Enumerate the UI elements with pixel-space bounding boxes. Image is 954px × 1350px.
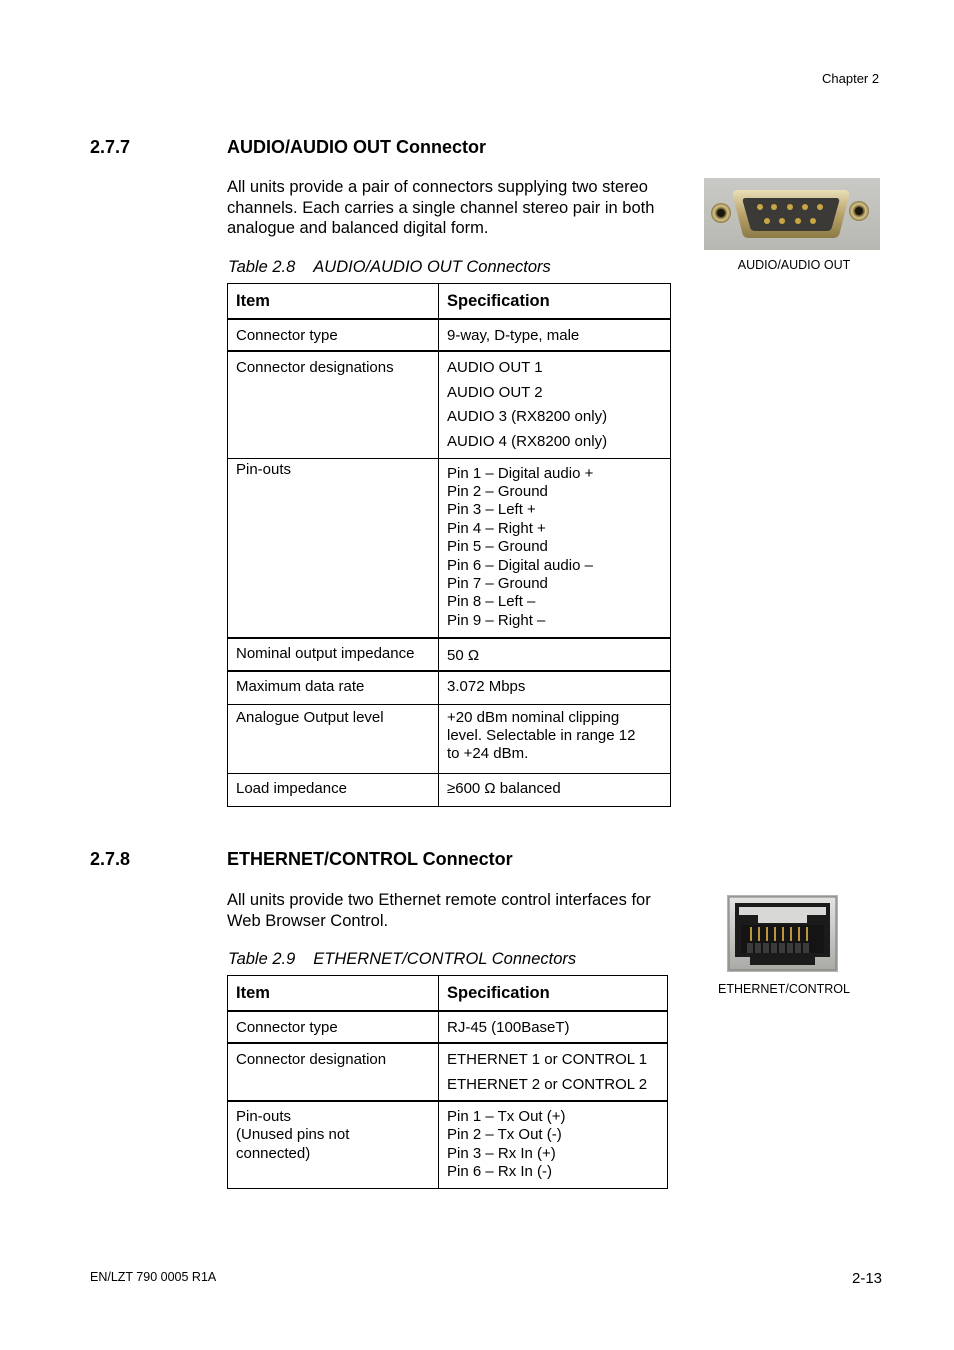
spec-cell: Pin 6 – Rx In (-) bbox=[447, 1163, 553, 1181]
header-item: Item bbox=[228, 976, 439, 1012]
spec-cell: Pin 8 – Left – bbox=[447, 593, 536, 611]
spec-cell: AUDIO 3 (RX8200 only) bbox=[447, 408, 608, 425]
table-row bbox=[228, 1101, 668, 1188]
section-title: ETHERNET/CONTROL Connector bbox=[227, 849, 513, 869]
item-cell: Analogue Output level bbox=[236, 708, 384, 726]
spec-cell: Pin 3 – Rx In (+) bbox=[447, 1144, 556, 1162]
table-caption-number: Table 2.9 bbox=[228, 950, 296, 968]
item-cell: Nominal output impedance bbox=[236, 645, 415, 662]
spec-cell: 50 Ω bbox=[447, 647, 480, 664]
header-item: Item bbox=[228, 284, 439, 320]
table-caption bbox=[228, 258, 551, 277]
item-cell: Connector designation bbox=[236, 1051, 387, 1068]
table-row bbox=[228, 638, 671, 671]
spec-cell: 3.072 Mbps bbox=[447, 678, 526, 695]
item-cell: Connector type bbox=[236, 1019, 338, 1036]
spec-cell: Pin 4 – Right + bbox=[447, 519, 546, 537]
table-header-row bbox=[228, 284, 671, 320]
section-paragraph: All units provide two Ethernet remote control interfaces for Web Browser Control. bbox=[227, 891, 651, 930]
item-cell: Connector designations bbox=[236, 359, 394, 376]
table-header-row bbox=[228, 976, 668, 1012]
page-number: 2-13 bbox=[852, 1270, 883, 1287]
section-number: 2.7.7 bbox=[90, 137, 131, 157]
table-row bbox=[228, 773, 671, 806]
spec-cell: 9-way, D-type, male bbox=[447, 327, 580, 344]
item-cell: Load impedance bbox=[236, 779, 347, 797]
section-title: AUDIO/AUDIO OUT Connector bbox=[227, 137, 486, 157]
section-paragraph: All units provide a pair of connectors supplying two stereo channels. Each carries a single channel stereo pair in both analogue and balanced digital form. bbox=[227, 178, 655, 237]
table-caption bbox=[228, 950, 576, 969]
table-row bbox=[228, 1011, 668, 1043]
spec-cell: Pin 5 – Ground bbox=[447, 538, 548, 556]
spec-cell: level. Selectable in range 12 bbox=[447, 726, 636, 744]
document-reference: EN/LZT 790 0005 R1A bbox=[90, 1270, 217, 1284]
spec-cell: Pin 1 – Tx Out (+) bbox=[447, 1108, 566, 1125]
spec-cell: +20 dBm nominal clipping bbox=[447, 708, 620, 726]
audio-spec-table bbox=[227, 283, 671, 807]
spec-cell: to +24 dBm. bbox=[447, 745, 529, 763]
photo-caption: ETHERNET/CONTROL bbox=[718, 982, 850, 996]
section-number: 2.7.8 bbox=[90, 849, 131, 869]
photo-caption: AUDIO/AUDIO OUT bbox=[737, 258, 851, 272]
spec-cell: ETHERNET 1 or CONTROL 1 bbox=[447, 1051, 648, 1068]
db9-connector-image bbox=[704, 178, 880, 250]
spec-cell: Pin 2 – Ground bbox=[447, 482, 548, 500]
header-specification: Specification bbox=[439, 976, 668, 1012]
table-caption-title: AUDIO/AUDIO OUT Connectors bbox=[313, 258, 551, 276]
spec-cell: AUDIO OUT 2 bbox=[447, 383, 543, 401]
spec-cell: ETHERNET 2 or CONTROL 2 bbox=[447, 1075, 648, 1093]
table-row bbox=[228, 319, 671, 351]
spec-cell: Pin 9 – Right – bbox=[447, 611, 546, 629]
item-cell: connected) bbox=[236, 1144, 311, 1162]
chapter-header: Chapter 2 bbox=[822, 71, 880, 86]
rj45-connector-image bbox=[727, 895, 838, 972]
spec-cell: Pin 6 – Digital audio – bbox=[447, 556, 593, 574]
table-row bbox=[228, 458, 671, 638]
header-specification: Specification bbox=[439, 284, 671, 320]
spec-cell: AUDIO OUT 1 bbox=[447, 359, 543, 376]
table-caption-title: ETHERNET/CONTROL Connectors bbox=[313, 950, 577, 968]
spec-cell: RJ-45 (100BaseT) bbox=[447, 1019, 570, 1036]
table-row bbox=[228, 671, 671, 704]
spec-cell: AUDIO 4 (RX8200 only) bbox=[447, 432, 608, 450]
item-cell: Maximum data rate bbox=[236, 678, 365, 695]
table-caption-number: Table 2.8 bbox=[228, 258, 296, 276]
item-cell: Connector type bbox=[236, 327, 338, 344]
item-cell: (Unused pins not bbox=[236, 1126, 350, 1144]
item-cell: Pin-outs bbox=[236, 1108, 292, 1125]
spec-cell: Pin 7 – Ground bbox=[447, 574, 548, 592]
ethernet-spec-table bbox=[227, 975, 668, 1189]
spec-cell: Pin 3 – Left + bbox=[447, 501, 536, 519]
spec-cell: Pin 2 – Tx Out (-) bbox=[447, 1126, 562, 1144]
table-row bbox=[228, 704, 671, 773]
table-row bbox=[228, 351, 671, 458]
table-row bbox=[228, 1043, 668, 1101]
item-cell: Pin-outs bbox=[236, 460, 292, 478]
spec-cell: ≥600 Ω balanced bbox=[447, 779, 561, 797]
spec-cell: Pin 1 – Digital audio + bbox=[447, 464, 594, 482]
